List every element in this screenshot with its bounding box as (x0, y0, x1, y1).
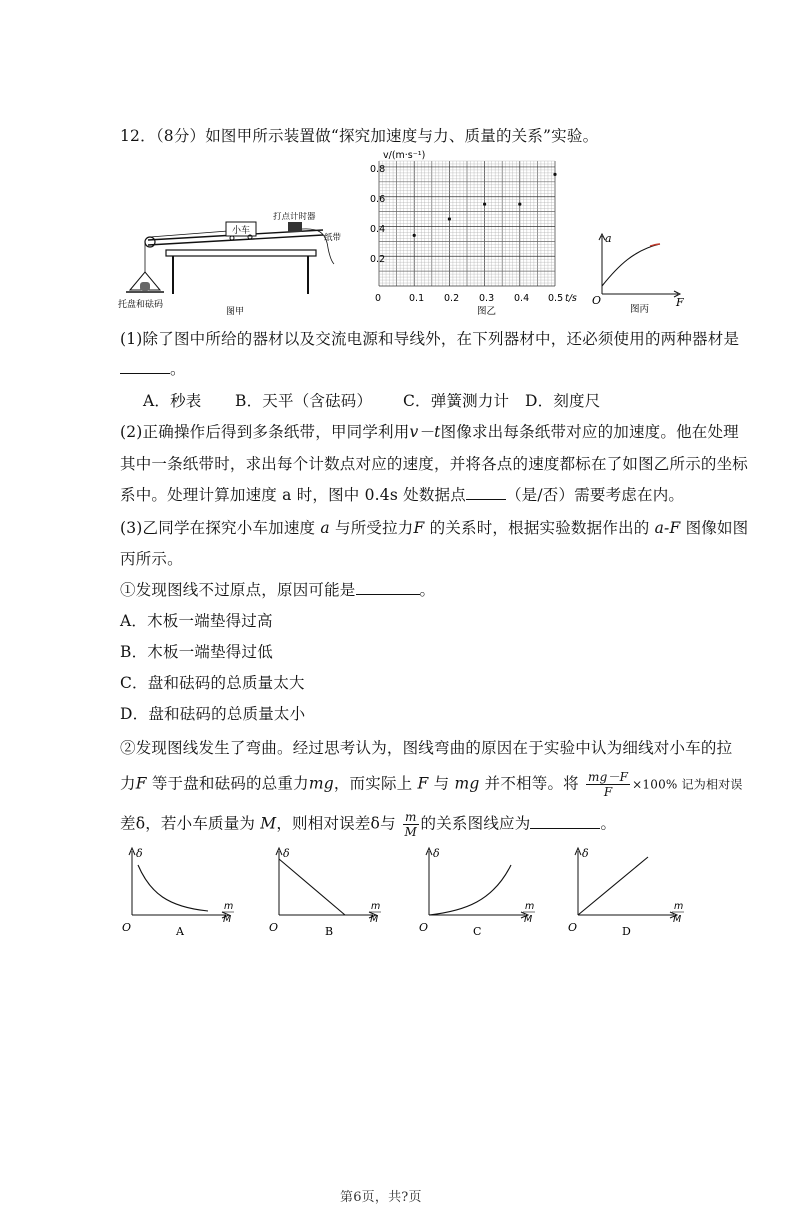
part2-line3b: （是/否）需要考虑在内。 (505, 486, 685, 504)
timer-icon (288, 222, 302, 232)
tray-label: 托盘和砝码 (118, 300, 164, 310)
figure-yi (355, 146, 585, 316)
graph-c-label: C (473, 925, 482, 938)
graph-d-label: D (622, 925, 631, 938)
svg-text:δ: δ (283, 847, 290, 860)
graph-b-line (279, 859, 345, 915)
part3-line1: (3)乙同学在探究小车加速度 a 与所受拉力F 的关系时，根据实验数据作出的 a-F 图像如图 (120, 519, 749, 537)
weight-icon (140, 282, 150, 291)
vt-xtick-0.3: 0.3 (479, 293, 495, 304)
vt-ytick-0.6: 0.6 (370, 194, 386, 205)
vt-x-axis-label: t/s (565, 293, 577, 304)
timer-label: 打点计时器 (273, 212, 316, 222)
part2-line2: 其中一条纸带时，求出每个计数点对应的速度，并将各点的速度都标在了如图乙所示的坐标 (120, 455, 749, 473)
svg-text:M: M (524, 914, 533, 925)
vt-origin: 0 (375, 293, 382, 304)
part2-line1 (120, 420, 739, 442)
vt-data-point (413, 234, 416, 237)
part1-option-b: B．天平（含砝码） (235, 392, 373, 410)
vt-data-point (483, 203, 486, 206)
fraction-mg-minus-f: $\frac{mg-F}{F}$ (587, 770, 629, 799)
part3-q1-option-b: B．木板一端垫得过低 (120, 643, 273, 661)
svg-text:δ: δ (136, 847, 143, 860)
a-f-y-label: a (605, 232, 612, 245)
vt-xtick-0.1: 0.1 (409, 293, 425, 304)
svg-text:M: M (673, 914, 682, 925)
svg-text:O: O (419, 921, 429, 934)
question-header: 12．（8分）如图甲所示装置做“探究加速度与力、质量的关系”实验。 (120, 127, 599, 145)
vt-data-point (553, 173, 556, 176)
vt-xtick-0.5: 0.5 (548, 293, 564, 304)
svg-text:m: m (674, 901, 684, 912)
answer-graph-c (415, 845, 540, 940)
figure-yi-caption: 图乙 (477, 306, 497, 316)
part2-line1b: 图像求出每条纸带对应的加速度。他在处理 (440, 423, 739, 441)
part1-answer-line (120, 357, 186, 379)
figure-jia (118, 212, 350, 318)
graph-a-curve (138, 865, 208, 911)
svg-text:O: O (122, 921, 132, 934)
cart-label: 小车 (232, 226, 251, 236)
svg-text:m: m (224, 901, 234, 912)
vt-data-point (448, 217, 451, 220)
part2-blank[interactable] (466, 485, 506, 500)
answer-graph-b (265, 845, 385, 940)
part1-blank[interactable] (120, 359, 170, 374)
part2-vt: v－t (409, 423, 441, 441)
figure-bing (590, 232, 690, 314)
answer-graph-a (118, 845, 238, 940)
a-f-origin: O (592, 294, 602, 307)
table-top (166, 250, 316, 256)
vt-data-point (518, 203, 521, 206)
part1-option-c: C．弹簧测力计 (403, 392, 510, 410)
part2-line3a: 系中。处理计算加速度 a 时，图中 0.4s 处数据点 (120, 486, 466, 504)
vt-ytick-0.8: 0.8 (370, 164, 386, 175)
part1-end: 。 (170, 360, 186, 378)
vt-xtick-0.4: 0.4 (514, 293, 530, 304)
part3-q2-line1: ②发现图线发生了弯曲。经过思考认为，图线弯曲的原因在于实验中认为细线对小车的拉 (120, 739, 733, 757)
part1-options (143, 389, 600, 411)
a-f-curve (602, 244, 660, 286)
part1-text: (1)除了图中所给的器材以及交流电源和导线外，在下列器材中，还必须使用的两种器材是 (120, 330, 740, 348)
part3-q1: ①发现图线不过原点，原因可能是 。 (120, 581, 436, 599)
svg-text:M: M (370, 914, 379, 925)
part3-q1-option-d: D．盘和砝码的总质量太小 (120, 705, 306, 723)
part1-option-d: D．刻度尺 (525, 392, 601, 410)
fraction-m-over-m: $\frac{m}{M}$ (404, 810, 417, 839)
part3-q1-option-a: A．木板一端垫得过高 (120, 612, 273, 630)
graph-b-label: B (325, 925, 334, 938)
part2-line1a: (2)正确操作后得到多条纸带，甲同学利用 (120, 423, 410, 441)
svg-text:δ: δ (433, 847, 440, 860)
svg-text:δ: δ (582, 847, 589, 860)
part3-q1-option-c: C．盘和砝码的总质量太大 (120, 674, 305, 692)
vt-grid (379, 161, 555, 286)
vt-ytick-0.4: 0.4 (370, 224, 386, 235)
figure-bing-caption: 图丙 (630, 304, 650, 314)
vt-ytick-0.2: 0.2 (370, 254, 386, 265)
vt-xtick-0.2: 0.2 (444, 293, 460, 304)
graph-a-label: A (176, 925, 184, 938)
part2-line3 (120, 483, 684, 505)
part3-q2-line2: 力F 等于盘和砝码的总重力mg，而实际上 F 与 mg 并不相等。将 $\frac{mg-F}{F}$ ×100% 记为相对误 (120, 770, 743, 799)
graph-d-line (578, 857, 648, 915)
a-f-x-label: F (676, 296, 684, 309)
part1-option-a: A．秒表 (143, 392, 202, 410)
tape-label: 纸带 (324, 233, 342, 243)
svg-text:m: m (525, 901, 535, 912)
answer-graph-d (564, 845, 689, 940)
svg-text:M: M (223, 914, 232, 925)
figure-jia-caption: 图甲 (226, 307, 245, 317)
part3-q2-line3: 差δ，若小车质量为 M，则相对误差δ与 $\frac{m}{M}$ 的关系图线应为 。 (120, 810, 617, 839)
svg-text:m: m (371, 901, 381, 912)
part3-q1-blank[interactable] (356, 580, 420, 595)
part3-line2: 丙所示。 (120, 550, 183, 568)
part3-q2-blank[interactable] (530, 814, 600, 829)
graph-c-curve (429, 865, 511, 915)
page-footer: 第6页，共?页 (340, 1190, 422, 1205)
vt-y-axis-label: v/(m·s⁻¹) (383, 150, 426, 161)
svg-text:O: O (269, 921, 279, 934)
svg-text:O: O (568, 921, 578, 934)
